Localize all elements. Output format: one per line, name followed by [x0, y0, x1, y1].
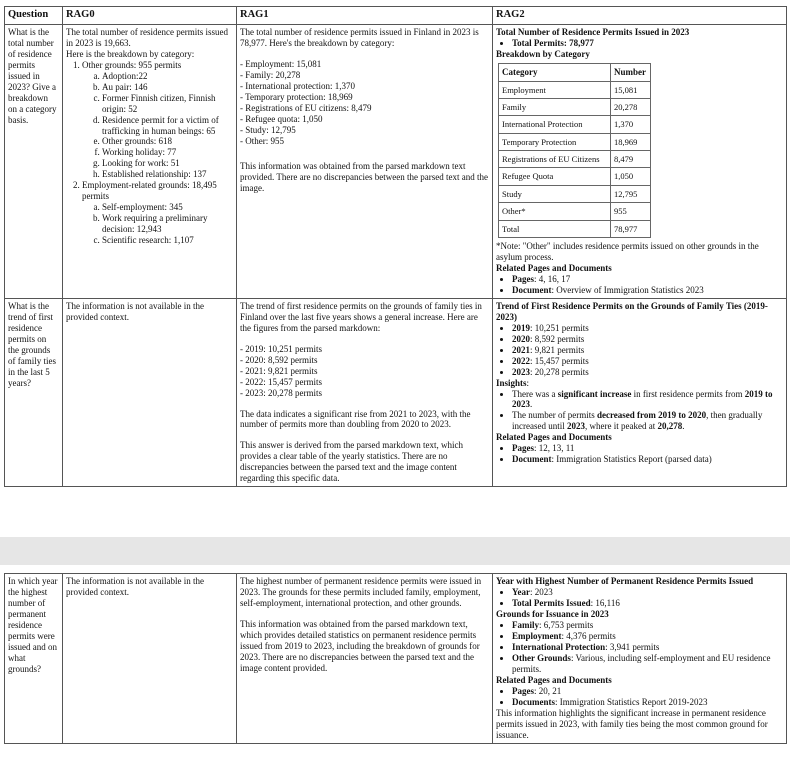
list-item: - Temporary protection: 18,969 — [240, 91, 353, 102]
table-row: International Protection 1,370 — [499, 116, 651, 133]
page-gap-band — [0, 537, 790, 565]
list-item: b. Au pair: 146 — [102, 82, 233, 93]
table-row: Family 20,278 — [499, 99, 651, 116]
list-item: a. Adoption:22 — [102, 71, 233, 82]
related-heading: Related Pages and Documents — [496, 262, 612, 273]
list-item: a. Self-employment: 345 — [102, 202, 233, 213]
rag2-heading: Year with Highest Number of Permanent Residence Permits Issued — [496, 576, 754, 586]
list-item: • Pages: 12, 13, 11 — [512, 443, 783, 454]
table-row: Refugee Quota 1,050 — [499, 168, 651, 185]
rag2-cell — [493, 574, 787, 744]
sub-list — [82, 202, 233, 246]
list-item: f. Working holiday: 77 — [102, 147, 233, 158]
rag1-cell — [237, 24, 493, 298]
question-text: In which year the highest number of permanent residence permits were issued and on what grounds? — [8, 576, 58, 674]
list-item: - Family: 20,278 — [240, 69, 301, 80]
table-row: Other* 955 — [499, 203, 651, 220]
table-row: Temporary Protection 18,969 — [499, 133, 651, 150]
sub-list — [82, 71, 233, 181]
list-item: e. Other grounds: 618 — [102, 136, 233, 147]
rag1-paragraph: The highest number of permanent residence permits were issued in 2023. The grounds for these permits included family, employment, self-employment, international protection, and other grounds. — [240, 576, 482, 608]
list-item: • 2019: 10,251 permits — [512, 323, 783, 334]
list-item: • The number of permits decreased from 2019 to 2020, then gradually increased until 2023, where it peaked at 20,278. — [512, 410, 783, 432]
list-item: - 2021: 9,821 permits — [240, 365, 318, 376]
related-heading: Related Pages and Documents — [496, 432, 612, 443]
rag1-paragraph: This information was obtained from the parsed markdown text, which provides detailed statistics on permanent residence permits issued from 2019 to 2023, including the breakdown of grounds for 2023. There are no discrepancies between the parsed text and the image content provided. — [240, 618, 480, 673]
table-row: Registrations of EU Citizens 8,479 — [499, 151, 651, 168]
list-item: b. Work requiring a preliminary decision: 12,943 — [102, 213, 233, 235]
list-item: h. Established relationship: 137 — [102, 169, 233, 180]
rag2-heading: Trend of First Residence Permits on the Grounds of Family Ties (2019-2023) — [496, 300, 768, 322]
question-text: What is the total number of residence permits issued in 2023? Give a breakdown on a category basis. — [8, 26, 57, 125]
list-item: • International Protection: 3,941 permits — [512, 642, 783, 653]
list-item: - Registrations of EU citizens: 8,479 — [240, 102, 372, 113]
list-item: 2. Employment-related grounds: 18,495 permits a. Self-employment: 345 b. Work requiring a preliminary decision: 12,943 c. Scientific research: 1,107 — [82, 180, 233, 246]
year-list — [496, 323, 783, 378]
rag0-cell: The information is not available in the provided context. — [63, 574, 237, 744]
rag2-heading: Total Number of Residence Permits Issued in 2023 — [496, 26, 690, 37]
comparison-table-top — [4, 6, 787, 487]
rag2-breakdown-heading: Breakdown by Category — [496, 48, 590, 59]
grounds-list — [496, 620, 783, 675]
list-item: • There was a significant increase in first residence permits from 2019 to 2023. — [512, 389, 783, 411]
table-row: Category Number — [499, 63, 651, 81]
list-item: - Other: 955 — [240, 135, 284, 146]
rag2-note: *Note: "Other" includes residence permits issued on other grounds in the asylum process. — [496, 240, 759, 262]
header-rag0: RAG0 — [63, 7, 237, 25]
grounds-heading: Grounds for Issuance in 2023 — [496, 608, 609, 619]
rag0-cell: The information is not available in the provided context. — [63, 298, 237, 487]
table-row — [5, 298, 787, 487]
list-item: 1. Other grounds: 955 permits a. Adoption:22 b. Au pair: 146 c. Former Finnish citizen, Finnish origin: 52 d. Residence permit for a victim of trafficking in human beings: 65 e. Other grounds: 618 f. Working holiday: 77 g. Looking for work: 51 h. Established relationship: 137 — [82, 60, 233, 181]
insights-list — [496, 389, 783, 433]
question-cell — [5, 574, 63, 744]
rag2-summary-list — [496, 587, 783, 609]
list-item: - 2019: 10,251 permits — [240, 343, 322, 354]
related-list — [496, 443, 783, 465]
table-row: Study 12,795 — [499, 185, 651, 202]
list-item: • Document: Immigration Statistics Report (parsed data) — [512, 454, 783, 465]
table-total-row: Total 78,977 — [499, 220, 651, 237]
list-item: • Total Permits Issued: 16,116 — [512, 598, 783, 609]
related-heading: Related Pages and Documents — [496, 674, 612, 685]
header-row — [5, 7, 787, 25]
rag0-intro2: Here is the breakdown by category: — [66, 48, 195, 59]
list-item: • Other Grounds: Various, including self-employment and EU residence permits. — [512, 653, 783, 675]
list-item: • 2022: 15,457 permits — [512, 356, 783, 367]
table-row — [5, 24, 787, 298]
header-rag1: RAG1 — [237, 7, 493, 25]
list-item: • Family: 6,753 permits — [512, 620, 783, 631]
rag2-total-list — [496, 38, 783, 49]
related-list — [496, 686, 783, 708]
rag2-cell — [493, 298, 787, 487]
rag1-paragraph: The data indicates a significant rise from 2021 to 2023, with the number of permits more than doubling from 2020 to 2023. — [240, 408, 471, 430]
rag2-cell — [493, 24, 787, 298]
table-row — [5, 574, 787, 744]
list-item: c. Former Finnish citizen, Finnish origin: 52 — [102, 93, 233, 115]
list-item: • Year: 2023 — [512, 587, 783, 598]
question-cell — [5, 298, 63, 487]
rag1-cell — [237, 298, 493, 487]
list-item: c. Scientific research: 1,107 — [102, 235, 233, 246]
list-item: • 2023: 20,278 permits — [512, 367, 783, 378]
related-list — [496, 274, 783, 296]
comparison-table-bottom — [4, 573, 787, 744]
rag1-cell — [237, 574, 493, 744]
list-item: - Employment: 15,081 — [240, 58, 322, 69]
list-item: • Document: Overview of Immigration Statistics 2023 — [512, 285, 783, 296]
list-item: • 2020: 8,592 permits — [512, 334, 783, 345]
list-item: • 2021: 9,821 permits — [512, 345, 783, 356]
rag1-intro: The total number of residence permits issued in Finland in 2023 is 78,977. Here's the breakdown by category: — [240, 26, 479, 48]
list-item: g. Looking for work: 51 — [102, 158, 233, 169]
list-item: - 2020: 8,592 permits — [240, 354, 318, 365]
list-item: • Employment: 4,376 permits — [512, 631, 783, 642]
question-cell — [5, 24, 63, 298]
list-item: - 2022: 15,457 permits — [240, 376, 322, 387]
list-item: • Total Permits: 78,977 — [512, 38, 783, 49]
list-item: • Pages: 20, 21 — [512, 686, 783, 697]
rag1-note: This information was obtained from the parsed markdown text provided. There are no discrepancies between the parsed text and the image. — [240, 161, 488, 194]
rag1-intro: The trend of first residence permits on the grounds of family ties in Finland over the last five years shows a general increase. Here are the figures from the parsed markdown: — [240, 300, 482, 333]
category-table — [498, 63, 651, 238]
list-item: d. Residence permit for a victim of trafficking in human beings: 65 — [102, 115, 233, 137]
list-item: • Pages: 4, 16, 17 — [512, 274, 783, 285]
list-item: - Study: 12,795 — [240, 124, 296, 135]
list-item: - Refugee quota: 1,050 — [240, 113, 323, 124]
rag1-paragraph: This answer is derived from the parsed markdown text, which provides a clear table of the yearly statistics. There are no discrepancies between the parsed text and the image content regarding this specific data. — [240, 440, 463, 484]
header-rag2: RAG2 — [493, 7, 787, 25]
header-question: Question — [5, 7, 63, 25]
rag0-category-list — [66, 60, 233, 246]
rag0-intro: The total number of residence permits issued in 2023 is 19,663. — [66, 26, 228, 48]
list-item: • Documents: Immigration Statistics Report 2019-2023 — [512, 697, 783, 708]
table-row: Employment 15,081 — [499, 81, 651, 98]
question-text: What is the trend of first residence permits on the grounds of family ties in the last 5 years? — [8, 300, 56, 388]
rag2-closing: This information highlights the significant increase in permanent residence permits issued in 2023, with family ties being the most common ground for issuance. — [496, 707, 768, 740]
insights-label: Insights: — [496, 377, 530, 388]
list-item: - International protection: 1,370 — [240, 80, 355, 91]
list-item: - 2023: 20,278 permits — [240, 387, 322, 398]
rag0-cell — [63, 24, 237, 298]
